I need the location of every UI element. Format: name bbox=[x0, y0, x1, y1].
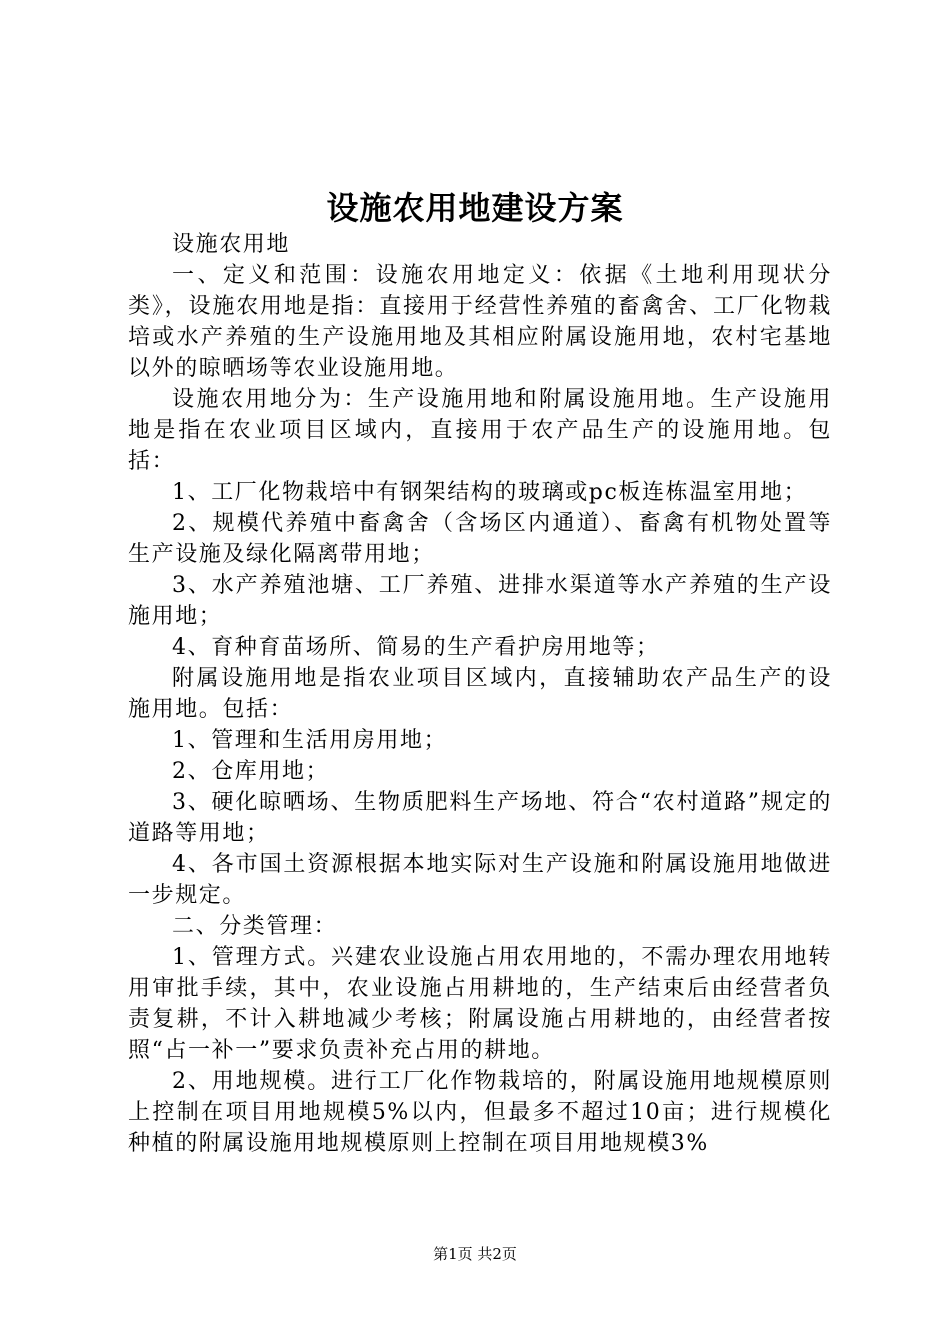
document-body bbox=[128, 229, 832, 1159]
paragraph: 3、硬化晾晒场、生物质肥料生产场地、符合“农村道路”规定的道路等用地； bbox=[128, 790, 832, 846]
paragraph: 2、规模代养殖中畜禽舍（含场区内通道）、畜禽有机物处置等生产设施及绿化隔离带用地； bbox=[128, 511, 832, 567]
paragraph: 二、分类管理： bbox=[172, 914, 338, 939]
page-footer: 第1页 共2页 bbox=[433, 1245, 517, 1263]
paragraph: 设施农用地 bbox=[172, 232, 291, 257]
document-title: 设施农用地建设方案 bbox=[326, 189, 624, 227]
paragraph: 附属设施用地是指农业项目区域内，直接辅助农产品生产的设施用地。包括： bbox=[128, 666, 832, 722]
paragraph: 设施农用地分为：生产设施用地和附属设施用地。生产设施用地是指在农业项目区域内，直接用于农产品生产的设施用地。包括： bbox=[128, 387, 832, 474]
paragraph: 1、工厂化物栽培中有钢架结构的玻璃或pc板连栋温室用地； bbox=[172, 480, 808, 505]
paragraph: 1、管理和生活用房用地； bbox=[172, 728, 448, 753]
paragraph: 4、育种育苗场所、简易的生产看护房用地等； bbox=[172, 635, 660, 660]
paragraph: 3、水产养殖池塘、工厂养殖、进排水渠道等水产养殖的生产设施用地； bbox=[128, 573, 832, 629]
paragraph: 一、定义和范围：设施农用地定义：依据《土地利用现状分类》，设施农用地是指：直接用于经营性养殖的畜禽舍、工厂化物栽培或水产养殖的生产设施用地及其相应附属设施用地，农村宅基地以外的晾晒场等农业设施用地。 bbox=[128, 263, 832, 381]
paragraph: 2、仓库用地； bbox=[172, 759, 330, 784]
paragraph: 2、用地规模。进行工厂化作物栽培的，附属设施用地规模原则上控制在项目用地规模5%以内，但最多不超过10亩；进行规模化种植的附属设施用地规模原则上控制在项目用地规模3% bbox=[128, 1069, 832, 1156]
paragraph: 4、各市国土资源根据本地实际对生产设施和附属设施用地做进一步规定。 bbox=[128, 852, 832, 908]
paragraph: 1、管理方式。兴建农业设施占用农用地的，不需办理农用地转用审批手续，其中，农业设施占用耕地的，生产结束后由经营者负责复耕，不计入耕地减少考核；附属设施占用耕地的，由经营者按照“占一补一”要求负责补充占用的耕地。 bbox=[128, 945, 832, 1063]
